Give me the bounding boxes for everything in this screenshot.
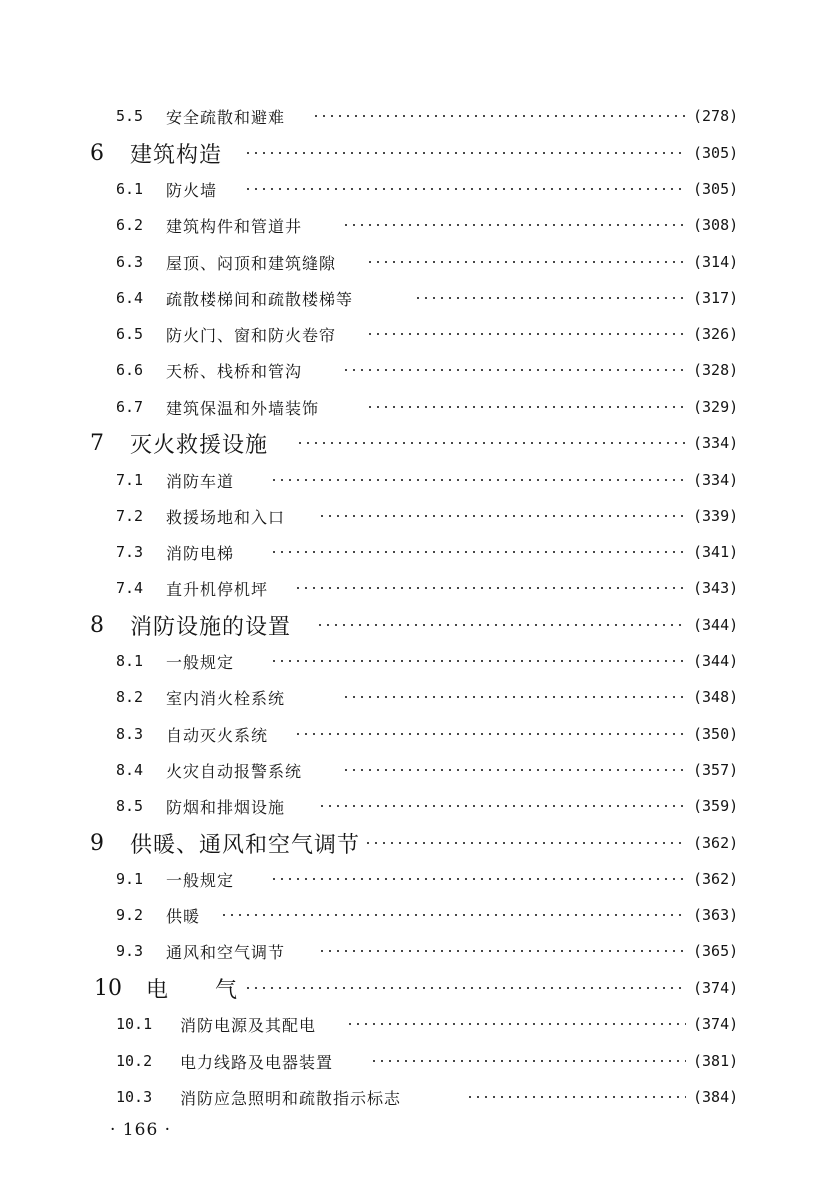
page-number: (374) [693, 1015, 739, 1033]
section-number: 7.4 [116, 579, 144, 597]
page-number: (341) [693, 543, 739, 561]
dot-leader [318, 804, 686, 808]
toc-entry[interactable] [0, 717, 819, 751]
page-number: (329) [693, 398, 739, 416]
toc-entry[interactable] [0, 1044, 819, 1078]
section-number: 9.3 [116, 942, 144, 960]
dot-leader [312, 114, 686, 118]
page-number: (344) [693, 616, 739, 634]
section-title: 通风和空气调节 [166, 942, 286, 962]
section-title: 建筑保温和外墙装饰 [166, 398, 320, 418]
toc-entry[interactable] [0, 208, 819, 242]
dot-leader [342, 223, 686, 227]
page-number: (362) [693, 870, 739, 888]
toc-entry[interactable] [0, 463, 819, 497]
page-number: (278) [693, 107, 739, 125]
page-number: (348) [693, 688, 739, 706]
dot-leader [342, 695, 686, 699]
section-title: 一般规定 [166, 870, 235, 890]
page-footer-number: · 166 · [110, 1120, 172, 1140]
toc-entry[interactable] [0, 680, 819, 714]
page-number: (363) [693, 906, 739, 924]
dot-leader [366, 332, 686, 336]
page-number: (384) [693, 1088, 739, 1106]
section-number: 8.1 [116, 652, 144, 670]
page-number: (339) [693, 507, 739, 525]
dot-leader [466, 1095, 686, 1099]
section-number: 7.1 [116, 471, 144, 489]
toc-entry[interactable] [0, 535, 819, 569]
page-number: (334) [693, 471, 739, 489]
section-title: 防火墙 [166, 180, 218, 200]
section-title: 消防电梯 [166, 543, 235, 563]
dot-leader [220, 913, 686, 917]
section-number: 6.4 [116, 289, 144, 307]
section-title: 建筑构件和管道井 [166, 216, 303, 236]
chapter-title: 电 气 [146, 977, 239, 1003]
dot-leader [366, 260, 686, 264]
section-title: 消防车道 [166, 471, 235, 491]
chapter-title: 供暖、通风和空气调节 [130, 832, 361, 858]
dot-leader [370, 1059, 686, 1063]
page-number: (362) [693, 834, 739, 852]
section-number: 8.3 [116, 725, 144, 743]
toc-entry[interactable] [0, 390, 819, 424]
section-number: 8.5 [116, 797, 144, 815]
dot-leader [270, 478, 686, 482]
page-number: (305) [693, 180, 739, 198]
section-title: 防烟和排烟设施 [166, 797, 286, 817]
dot-leader [270, 659, 686, 663]
page-number: (308) [693, 216, 739, 234]
dot-leader [366, 405, 686, 409]
dot-leader [364, 841, 686, 845]
section-title: 消防电源及其配电 [180, 1015, 317, 1035]
dot-leader [346, 1022, 686, 1026]
section-title: 自动灭火系统 [166, 725, 269, 745]
section-title: 疏散楼梯间和疏散楼梯等 [166, 289, 354, 309]
page-number: (314) [693, 253, 739, 271]
section-title: 屋顶、闷顶和建筑缝隙 [166, 253, 337, 273]
toc-entry[interactable] [0, 245, 819, 279]
chapter-number: 6 [90, 140, 104, 166]
section-number: 5.5 [116, 107, 144, 125]
toc-chapter[interactable] [0, 136, 819, 170]
toc-entry[interactable] [0, 934, 819, 968]
section-number: 8.4 [116, 761, 144, 779]
section-title: 电力线路及电器装置 [180, 1052, 334, 1072]
chapter-number: 7 [90, 430, 104, 456]
page-number: (305) [693, 144, 739, 162]
toc-entry[interactable] [0, 644, 819, 678]
section-number: 7.2 [116, 507, 144, 525]
section-number: 8.2 [116, 688, 144, 706]
section-number: 10.1 [116, 1015, 153, 1033]
section-title: 供暖 [166, 906, 201, 926]
page-number: (326) [693, 325, 739, 343]
toc-chapter[interactable] [0, 826, 819, 860]
dot-leader [296, 441, 686, 445]
section-title: 火灾自动报警系统 [166, 761, 303, 781]
chapter-title: 灭火救援设施 [130, 432, 269, 458]
toc-chapter[interactable] [0, 426, 819, 460]
dot-leader [342, 768, 686, 772]
page-number: (328) [693, 361, 739, 379]
page-number: (359) [693, 797, 739, 815]
toc-chapter[interactable] [0, 608, 819, 642]
page-number: (374) [693, 979, 739, 997]
toc-entry[interactable] [0, 789, 819, 823]
page-number: (334) [693, 434, 739, 452]
section-number: 6.2 [116, 216, 144, 234]
toc-entry[interactable] [0, 571, 819, 605]
page-number: (357) [693, 761, 739, 779]
toc-entry[interactable] [0, 317, 819, 351]
dot-leader [244, 151, 686, 155]
page-number: (343) [693, 579, 739, 597]
section-title: 救援场地和入口 [166, 507, 286, 527]
section-number: 10.2 [116, 1052, 153, 1070]
section-title: 防火门、窗和防火卷帘 [166, 325, 337, 345]
toc-entry[interactable] [0, 281, 819, 315]
dot-leader [414, 296, 686, 300]
page-number: (381) [693, 1052, 739, 1070]
section-number: 7.3 [116, 543, 144, 561]
section-number: 9.1 [116, 870, 144, 888]
page-number: (365) [693, 942, 739, 960]
toc-entry[interactable] [0, 172, 819, 206]
chapter-title: 建筑构造 [130, 142, 223, 168]
toc-entry[interactable] [0, 499, 819, 533]
section-title: 一般规定 [166, 652, 235, 672]
page-number: (350) [693, 725, 739, 743]
section-title: 直升机停机坪 [166, 579, 269, 599]
dot-leader [294, 732, 686, 736]
dot-leader [244, 187, 686, 191]
dot-leader [318, 514, 686, 518]
toc-entry[interactable] [0, 353, 819, 387]
section-number: 6.3 [116, 253, 144, 271]
chapter-number: 8 [90, 612, 104, 638]
toc-entry[interactable] [0, 753, 819, 787]
toc-entry[interactable] [0, 99, 819, 133]
toc-entry[interactable] [0, 1007, 819, 1041]
section-number: 6.7 [116, 398, 144, 416]
toc-entry[interactable] [0, 1080, 819, 1114]
dot-leader [318, 949, 686, 953]
dot-leader [270, 877, 686, 881]
dot-leader [316, 623, 686, 627]
section-number: 6.6 [116, 361, 144, 379]
toc-chapter[interactable] [0, 971, 819, 1005]
section-number: 9.2 [116, 906, 144, 924]
dot-leader [342, 368, 686, 372]
chapter-title: 消防设施的设置 [130, 614, 292, 640]
dot-leader [270, 550, 686, 554]
chapter-number: 9 [90, 830, 104, 856]
section-title: 室内消火栓系统 [166, 688, 286, 708]
chapter-number: 10 [94, 975, 122, 1001]
section-number: 6.5 [116, 325, 144, 343]
page-number: (344) [693, 652, 739, 670]
section-title: 安全疏散和避难 [166, 107, 286, 127]
toc-entry[interactable] [0, 862, 819, 896]
dot-leader [294, 586, 686, 590]
section-number: 10.3 [116, 1088, 153, 1106]
toc-entry[interactable] [0, 898, 819, 932]
page-number: (317) [693, 289, 739, 307]
dot-leader [244, 986, 686, 990]
section-title: 天桥、栈桥和管沟 [166, 361, 303, 381]
section-number: 6.1 [116, 180, 144, 198]
section-title: 消防应急照明和疏散指示标志 [180, 1088, 402, 1108]
